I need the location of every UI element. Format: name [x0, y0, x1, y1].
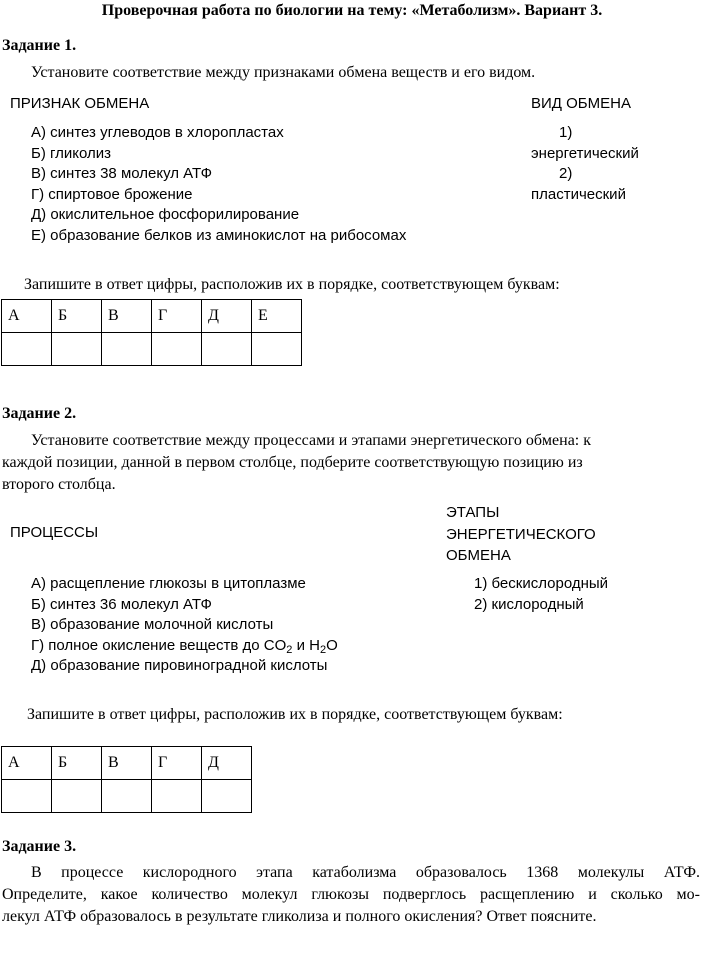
list-item: В) синтез 38 молекул АТФ [31, 165, 213, 182]
answer-letter-cell: Г [152, 747, 202, 780]
task2-items [31, 574, 338, 677]
task2-heading: Задание 2. [2, 405, 77, 422]
list-item: Б) синтез 36 молекул АТФ [31, 595, 212, 613]
answer-letter-cell: Б [52, 747, 102, 780]
task3-line-3: лекул АТФ образовалось в результате гликолиза и полного окисления? Ответ поясните. [2, 908, 597, 925]
task1-heading: Задание 1. [2, 37, 77, 54]
task1-items [31, 123, 406, 246]
item-g-mid: и H [292, 636, 320, 654]
answer-letter-cell: Д [202, 300, 252, 333]
list-item: А) расщепление глюкозы в цитоплазме [31, 575, 306, 592]
answer-input-cell[interactable] [252, 333, 302, 366]
task1-option-1-number: 1) [559, 124, 573, 141]
task2-instruction-line-1: Установите соответствие между процессами и этапами энергетического обмена: к [31, 432, 592, 449]
answer-input-cell[interactable] [152, 333, 202, 366]
answer-letter-cell: Г [152, 300, 202, 333]
task1-option-2-number: 2) [559, 165, 573, 182]
table-row [2, 747, 252, 780]
answer-input-cell[interactable] [152, 780, 202, 813]
task2-option-2: 2) кислородный [474, 596, 584, 613]
item-g-sub-1: 2 [286, 643, 293, 656]
task2-answer-table [1, 746, 252, 813]
task1-answer-prompt: Запишите в ответ цифры, расположив их в порядке, соответствующем буквам: [24, 276, 560, 293]
header-line: ЭНЕРГЕТИЧЕСКОГО [446, 525, 596, 543]
item-g-sub-2: 2 [319, 643, 327, 656]
answer-input-cell[interactable] [52, 780, 102, 813]
answer-input-cell[interactable] [202, 780, 252, 813]
answer-letter-cell: Д [202, 747, 252, 780]
list-item: Д) окислительное фосфорилирование [31, 206, 300, 223]
task3-heading: Задание 3. [2, 838, 77, 855]
list-item: А) синтез углеводов в хлоропластах [31, 124, 284, 141]
item-g-suffix: O [326, 636, 338, 654]
task2-instruction-line-2: каждой позиции, данной в первом столбце, подберите соответствующую позицию из [2, 454, 583, 471]
answer-letter-cell: Е [252, 300, 302, 333]
header-line: ОБМЕНА [446, 547, 511, 564]
answer-input-cell[interactable] [52, 333, 102, 366]
list-item: Г) спиртовое брожение [31, 185, 193, 203]
list-item: В) образование молочной кислоты [31, 616, 274, 633]
item-g-prefix: Г) полное окисление веществ до CO [31, 636, 287, 654]
task1-option-2-label: пластический [531, 186, 626, 203]
answer-letter-cell: А [2, 747, 52, 780]
task1-option-1-label: энергетический [531, 145, 639, 162]
task2-col-right-header [446, 502, 596, 567]
answer-input-cell[interactable] [202, 333, 252, 366]
task2-instruction-line-3: второго столбца. [2, 476, 116, 493]
page-title: Проверочная работа по биологии на тему: «Метаболизм». Вариант 3. [101, 2, 603, 19]
task1-col-left-header: ПРИЗНАК ОБМЕНА [10, 95, 150, 112]
answer-letter-cell: В [102, 747, 152, 780]
task3-line-1: В процессе кислородного этапа катаболизма образовалось 1368 молекулы АТФ. [31, 864, 700, 881]
task2-col-left-header: ПРОЦЕССЫ [10, 524, 99, 541]
answer-input-cell[interactable] [2, 780, 52, 813]
task2-answer-prompt: Запишите в ответ цифры, расположив их в порядке, соответствующем буквам: [27, 706, 563, 723]
list-item: Б) гликолиз [31, 144, 112, 162]
list-item: Д) образование пировиноградной кислоты [31, 657, 328, 674]
table-row [2, 300, 302, 333]
list-item: Е) образование белков из аминокислот на рибосомах [31, 226, 407, 244]
task1-instruction: Установите соответствие между признаками обмена веществ и его видом. [31, 64, 536, 81]
task3-text [2, 862, 700, 928]
task2-option-1: 1) бескислородный [474, 575, 609, 592]
table-row [2, 780, 252, 813]
table-row [2, 333, 302, 366]
answer-input-cell[interactable] [2, 333, 52, 366]
task1-answer-table [1, 299, 302, 366]
task3-line-2: Определите, какое количество молекул глюкозы подверглось расщеплению и сколько мо- [2, 886, 700, 903]
answer-letter-cell: Б [52, 300, 102, 333]
answer-letter-cell: А [2, 300, 52, 333]
answer-input-cell[interactable] [102, 780, 152, 813]
answer-letter-cell: В [102, 300, 152, 333]
header-line: ЭТАПЫ [446, 504, 500, 521]
task1-col-right-header: ВИД ОБМЕНА [531, 95, 631, 112]
list-item [31, 636, 338, 657]
answer-input-cell[interactable] [102, 333, 152, 366]
